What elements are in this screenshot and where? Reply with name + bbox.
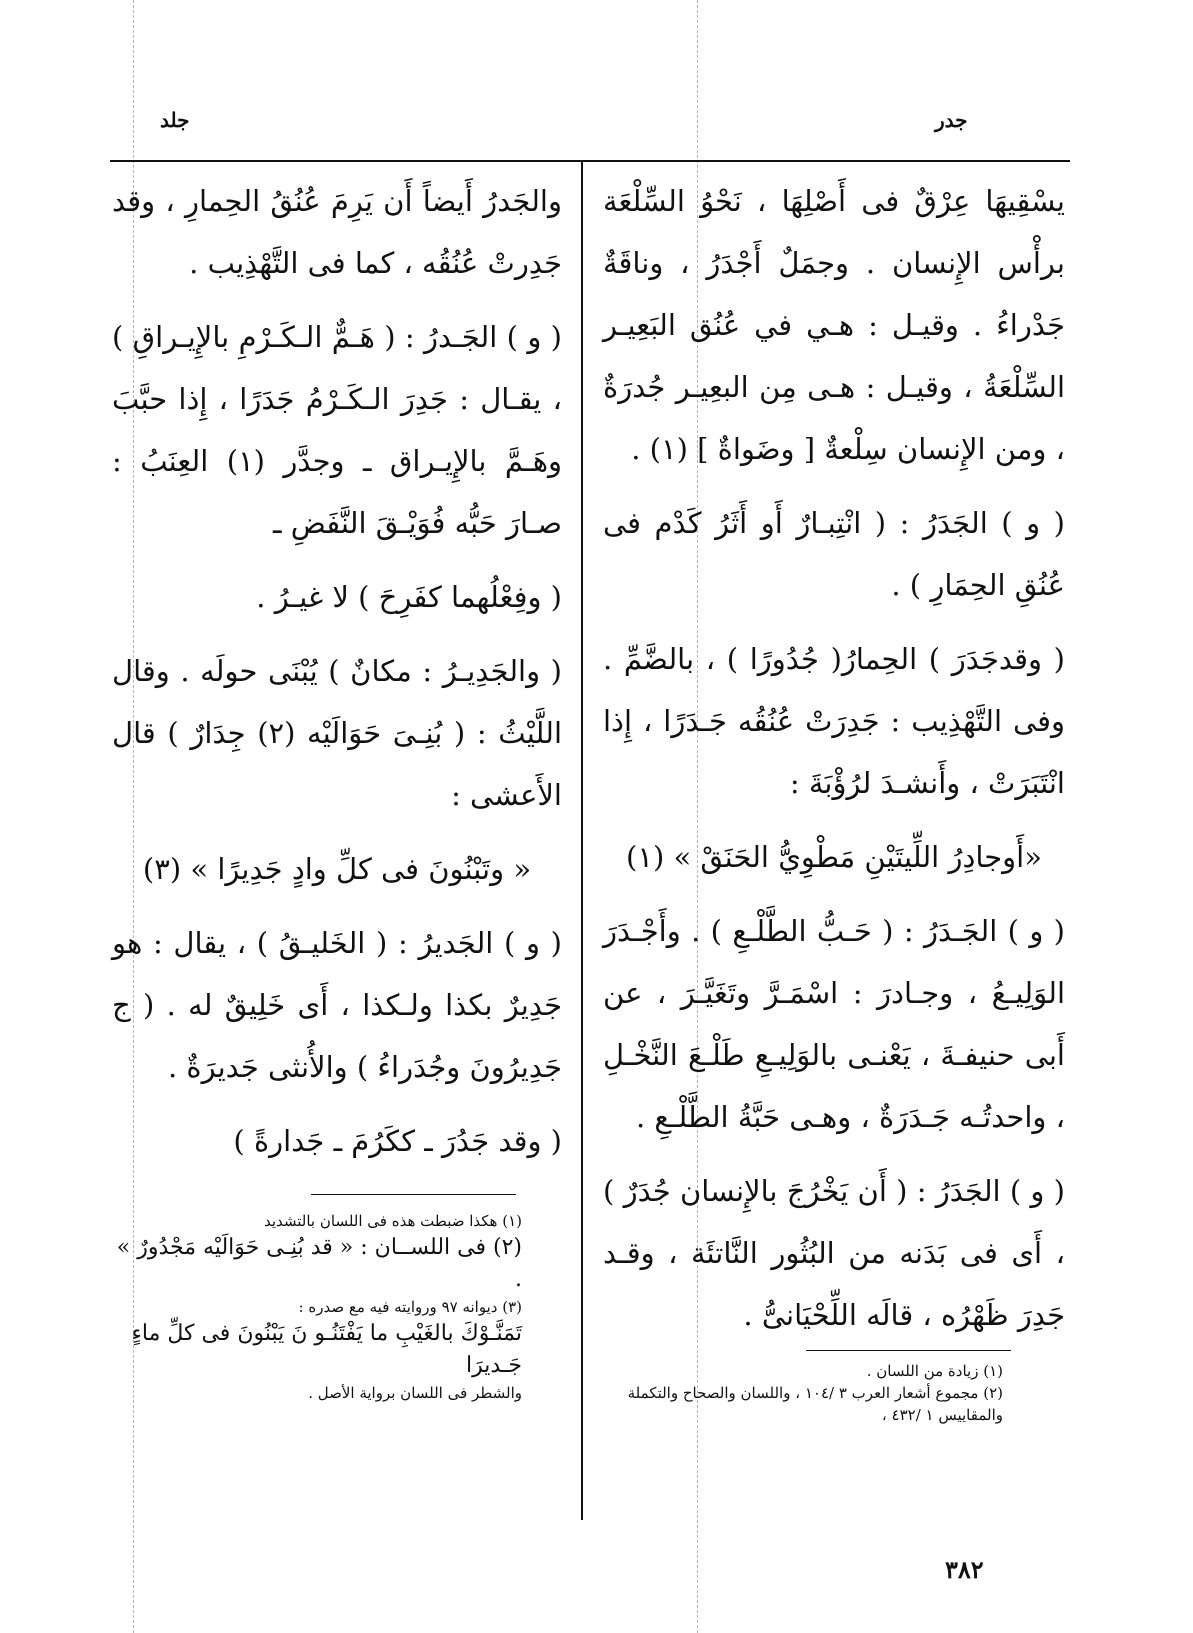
entry-paragraph: يسْقِيهَا عِرْقٌ فى أَصْلِهَا ، نَحْوُ السِّلْعَة برأْس الإِنسان . وجمَلٌ أَجْدَرُ ، وناقَةٌ جَدْراءُ . وقيـل : هـي في عُنُق البَعِيـر السِّلْعَةُ ، وقيـل : هـى مِن البعِيـر جُدرَةٌ ، ومن الإِنسان سِلْعةٌ [ وضَواةٌ ] (١) .	[603, 184, 1065, 466]
entry-paragraph: والجَدرُ أَيضاً أَن يَرِمَ عُنُقُ الحِمارِ ، وقد جَدِرتْ عُنُقُه ، كما فى التَّهْذِيب .	[112, 184, 562, 280]
footnote: (١) هكذا ضبطت هذه فى اللسان بالتشديد	[263, 1212, 522, 1230]
entry-paragraph: ( و ) الجَدَرُ : ( أَن يَخْرُجَ بالإِنسان جُدَرٌ ) ، أَى فى بَدَنه من البُثُور النَّاتئَة ، وقـد جَدِرَ ظَهْرُه ، قالَه اللِّحْيَانىُّ .	[603, 1174, 1065, 1332]
left-footnotes	[112, 1210, 522, 1404]
left-column	[112, 170, 562, 1180]
header-rule	[110, 160, 1070, 162]
footnote: (٢) مجموع أشعار العرب ٣ /١٠٤ ، واللسان والصحاح والتكملة والمقاييس ١ /٤٣٢ ،	[627, 1384, 1003, 1424]
column-divider	[581, 160, 583, 1520]
footnote-verse: تَمَنَّـوْكَ بالغَيْبِ ما يَفْتَنُـو نَ يَبْنُونَ فى كلِّ ماءٍ جَـديرَا	[131, 1321, 522, 1378]
footnote: (٣) ديوانه ٩٧ وروايته فيه مع صدره :	[298, 1298, 522, 1316]
entry-paragraph: ( و ) الجَـدَرُ : ( حَـبُّ الطَّلْـعِ ) . وأَجْـدَرَ الوَلِيـعُ ، وجـادرَ : اسْمَـرَّ وتَغَيَّـرَ ، عن أَبى حنيفـةَ ، يَعْنـى بالوَلِيـعِ طَلْـعَ النَّخْـلِ ، واحدتُـه جَـدَرَةٌ ، وهـى حَبَّةُ الطَّلْـعِ .	[603, 914, 1065, 1134]
footnote-rule-left	[311, 1194, 516, 1195]
verse-line: « وتَبْنُونَ فى كلِّ وادٍ جَدِيرًا » (٣)	[142, 852, 532, 886]
footnote: (٢) فى اللســان : « قد بُنِـى حَوَالَيْه مَجْدُورٌ » .	[116, 1235, 522, 1292]
entry-paragraph: ( و ) الجَديرُ : ( الخَليـقُ ) ، يقال : هو جَدِيرٌ بكذا ولـكذا ، أَى خَلِيقٌ له . ( ج جَدِيرُونَ وجُدَراءُ ) والأُنثى جَديرَةٌ .	[112, 926, 562, 1084]
verse-line: «أَوجادِرُ اللِّيتَيْنِ مَطْوِيُّ الحَنَقْ » (١)	[626, 840, 1042, 874]
entry-paragraph: ( وقد جَدُرَ ـ ككَرُمَ ـ جَدارةً )	[233, 1124, 562, 1158]
running-head-left: جلد	[160, 108, 190, 132]
running-head-right: جدر	[935, 108, 968, 132]
page-number: ٣٨٢	[945, 1555, 984, 1584]
footnote: (١) زيادة من اللسان .	[866, 1362, 1003, 1380]
entry-paragraph: ( وقدجَدَرَ ) الحِمارُ( جُدُورًا ) ، بالضَّمِّ . وفى التَّهْذِيب : جَدِرَتْ عُنُقُه جَـدَرًا ، إِذا انْتَبَرَتْ ، وأَنشـدَ لرُؤْبَةَ :	[603, 642, 1065, 800]
right-column	[603, 170, 1065, 1354]
entry-paragraph: ( والجَدِيـرُ : مكانٌ ) يُبْنَى حولَه . وقال اللَّيْثُ : ( بُنِـىَ حَوَالَيْه (٢) جِدَارٌ ) قال الأَعشى :	[112, 654, 562, 812]
footnote-rule-right	[806, 1350, 1011, 1351]
entry-paragraph: ( وفِعْلُهما كفَرِحَ ) لا غيـرُ .	[256, 580, 562, 614]
right-footnotes	[603, 1360, 1003, 1426]
entry-paragraph: ( و ) الجَـدرُ : ( هَـمٌّ الـكَـرْمِ بالإِيـراقِ ) ، يقـال : جَدِرَ الـكَـرْمُ جَدَرًا ، إِذا حبَّبَ وهَـمَّ بالإِيـراق ـ وجدَّر (١) العِنَبُ : صـارَ حَبُّه فُوَيْـقَ النَّفَضِ ـ	[112, 320, 562, 540]
entry-paragraph: ( و ) الجَدَرُ : ( انْتِبـارٌ أَو أَثَرُ كَدْم فى عُنُقِ الحِمَارِ ) .	[603, 506, 1065, 602]
footnote: والشطر فى اللسان برواية الأصل .	[308, 1384, 522, 1402]
